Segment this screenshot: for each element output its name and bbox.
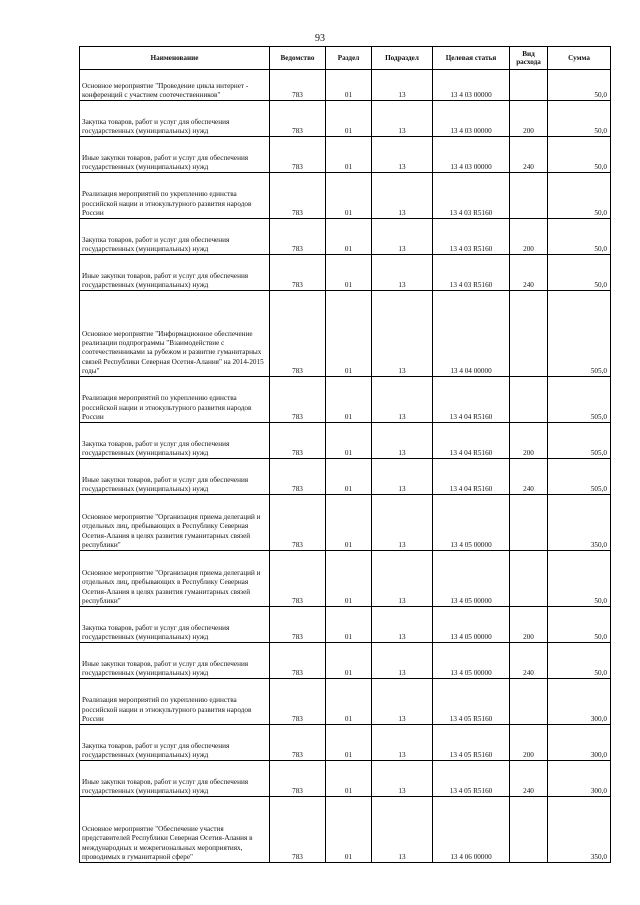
row-vedomstvo-cell: 783 bbox=[270, 725, 326, 761]
row-target-article-cell: 13 4 03 00000 bbox=[433, 101, 510, 137]
row-vedomstvo-cell: 783 bbox=[270, 551, 326, 607]
row-expense-type-cell bbox=[510, 679, 548, 725]
row-vedomstvo-cell: 783 bbox=[270, 607, 326, 643]
row-target-article-cell: 13 4 05 00000 bbox=[433, 643, 510, 679]
row-vedomstvo-cell: 783 bbox=[270, 423, 326, 459]
header-razdel: Раздел bbox=[326, 47, 372, 70]
table-row bbox=[80, 761, 611, 797]
row-vedomstvo-cell: 783 bbox=[270, 679, 326, 725]
header-target-article: Целевая статья bbox=[433, 47, 510, 70]
table-row bbox=[80, 797, 611, 863]
header-expense-type: Вид расхода bbox=[510, 47, 548, 70]
row-vedomstvo-cell: 783 bbox=[270, 137, 326, 173]
table-row bbox=[80, 377, 611, 423]
table-row bbox=[80, 101, 611, 137]
row-amount-cell: 50,0 bbox=[548, 551, 611, 607]
row-name-cell: Основное мероприятие "Информационное обеспечение реализации подпрограммы "Взаимодействие с соотечественниками за рубежом и развитие гуманитарных связей Республики Северная Осетия-Алания" на 2014-2015 годы" bbox=[80, 291, 270, 377]
table-row bbox=[80, 643, 611, 679]
row-vedomstvo-cell: 783 bbox=[270, 377, 326, 423]
row-target-article-cell: 13 4 05 00000 bbox=[433, 607, 510, 643]
row-amount-cell: 50,0 bbox=[548, 255, 611, 291]
row-target-article-cell: 13 4 05 00000 bbox=[433, 495, 510, 551]
row-podrazdel-cell: 13 bbox=[372, 423, 433, 459]
row-podrazdel-cell: 13 bbox=[372, 797, 433, 863]
row-vedomstvo-cell: 783 bbox=[270, 459, 326, 495]
table-row bbox=[80, 725, 611, 761]
row-vedomstvo-cell: 783 bbox=[270, 797, 326, 863]
row-podrazdel-cell: 13 bbox=[372, 495, 433, 551]
row-vedomstvo-cell: 783 bbox=[270, 495, 326, 551]
row-expense-type-cell: 200 bbox=[510, 423, 548, 459]
row-razdel-cell: 01 bbox=[326, 70, 372, 101]
row-target-article-cell: 13 4 06 00000 bbox=[433, 797, 510, 863]
row-target-article-cell: 13 4 05 R5160 bbox=[433, 761, 510, 797]
row-target-article-cell: 13 4 05 R5160 bbox=[433, 679, 510, 725]
row-razdel-cell: 01 bbox=[326, 219, 372, 255]
row-target-article-cell: 13 4 04 R5160 bbox=[433, 377, 510, 423]
row-razdel-cell: 01 bbox=[326, 459, 372, 495]
row-podrazdel-cell: 13 bbox=[372, 607, 433, 643]
row-name-cell: Иные закупки товаров, работ и услуг для обеспечения государственных (муниципальных) нужд bbox=[80, 137, 270, 173]
row-name-cell: Иные закупки товаров, работ и услуг для обеспечения государственных (муниципальных) нужд bbox=[80, 255, 270, 291]
row-razdel-cell: 01 bbox=[326, 725, 372, 761]
row-razdel-cell: 01 bbox=[326, 377, 372, 423]
row-name-cell: Закупка товаров, работ и услуг для обеспечения государственных (муниципальных) нужд bbox=[80, 725, 270, 761]
row-name-cell: Закупка товаров, работ и услуг для обеспечения государственных (муниципальных) нужд bbox=[80, 423, 270, 459]
row-amount-cell: 505,0 bbox=[548, 459, 611, 495]
table-header-row bbox=[80, 47, 611, 70]
row-expense-type-cell: 200 bbox=[510, 607, 548, 643]
row-target-article-cell: 13 4 03 00000 bbox=[433, 70, 510, 101]
row-name-cell: Основное мероприятие "Обеспечение участия представителей Республики Северная Осетия-Алания в международных и межрегиональных мероприятиях, проводимых в гуманитарной сфере" bbox=[80, 797, 270, 863]
row-razdel-cell: 01 bbox=[326, 643, 372, 679]
row-target-article-cell: 13 4 03 R5160 bbox=[433, 219, 510, 255]
row-podrazdel-cell: 13 bbox=[372, 643, 433, 679]
row-amount-cell: 300,0 bbox=[548, 725, 611, 761]
row-podrazdel-cell: 13 bbox=[372, 459, 433, 495]
row-razdel-cell: 01 bbox=[326, 137, 372, 173]
row-name-cell: Основное мероприятие "Проведение цикла интернет - конференций с участием соотечественников" bbox=[80, 70, 270, 101]
row-target-article-cell: 13 4 03 R5160 bbox=[433, 173, 510, 219]
row-vedomstvo-cell: 783 bbox=[270, 643, 326, 679]
row-name-cell: Основное мероприятие "Организация приема делегаций и отдельных лиц, пребывающих в Республику Северная Осетия-Алания в целях развития гуманитарных связей республики" bbox=[80, 495, 270, 551]
row-target-article-cell: 13 4 03 00000 bbox=[433, 137, 510, 173]
row-amount-cell: 505,0 bbox=[548, 291, 611, 377]
table-row bbox=[80, 70, 611, 101]
row-amount-cell: 50,0 bbox=[548, 101, 611, 137]
row-vedomstvo-cell: 783 bbox=[270, 291, 326, 377]
row-razdel-cell: 01 bbox=[326, 255, 372, 291]
table-row bbox=[80, 255, 611, 291]
row-podrazdel-cell: 13 bbox=[372, 761, 433, 797]
table-row bbox=[80, 137, 611, 173]
row-amount-cell: 505,0 bbox=[548, 377, 611, 423]
row-podrazdel-cell: 13 bbox=[372, 173, 433, 219]
row-podrazdel-cell: 13 bbox=[372, 255, 433, 291]
row-amount-cell: 300,0 bbox=[548, 761, 611, 797]
page-number: 93 bbox=[315, 33, 325, 44]
header-podrazdel: Подраздел bbox=[372, 47, 433, 70]
row-target-article-cell: 13 4 04 00000 bbox=[433, 291, 510, 377]
row-name-cell: Иные закупки товаров, работ и услуг для обеспечения государственных (муниципальных) нужд bbox=[80, 761, 270, 797]
row-name-cell: Реализация мероприятий по укреплению единства российской нации и этнокультурного развития народов России bbox=[80, 377, 270, 423]
table-row bbox=[80, 607, 611, 643]
table-row bbox=[80, 173, 611, 219]
row-podrazdel-cell: 13 bbox=[372, 101, 433, 137]
row-vedomstvo-cell: 783 bbox=[270, 761, 326, 797]
row-amount-cell: 50,0 bbox=[548, 643, 611, 679]
row-podrazdel-cell: 13 bbox=[372, 551, 433, 607]
header-vedomstvo: Ведомство bbox=[270, 47, 326, 70]
row-expense-type-cell bbox=[510, 377, 548, 423]
row-razdel-cell: 01 bbox=[326, 761, 372, 797]
row-name-cell: Иные закупки товаров, работ и услуг для обеспечения государственных (муниципальных) нужд bbox=[80, 643, 270, 679]
row-expense-type-cell bbox=[510, 173, 548, 219]
row-amount-cell: 505,0 bbox=[548, 423, 611, 459]
row-podrazdel-cell: 13 bbox=[372, 291, 433, 377]
row-expense-type-cell: 240 bbox=[510, 137, 548, 173]
row-podrazdel-cell: 13 bbox=[372, 219, 433, 255]
row-target-article-cell: 13 4 03 R5160 bbox=[433, 255, 510, 291]
row-target-article-cell: 13 4 05 00000 bbox=[433, 551, 510, 607]
row-razdel-cell: 01 bbox=[326, 607, 372, 643]
row-vedomstvo-cell: 783 bbox=[270, 173, 326, 219]
row-podrazdel-cell: 13 bbox=[372, 137, 433, 173]
row-razdel-cell: 01 bbox=[326, 291, 372, 377]
row-expense-type-cell: 240 bbox=[510, 459, 548, 495]
row-expense-type-cell: 240 bbox=[510, 761, 548, 797]
row-podrazdel-cell: 13 bbox=[372, 725, 433, 761]
row-expense-type-cell: 200 bbox=[510, 725, 548, 761]
row-vedomstvo-cell: 783 bbox=[270, 101, 326, 137]
row-target-article-cell: 13 4 04 R5160 bbox=[433, 459, 510, 495]
row-amount-cell: 50,0 bbox=[548, 219, 611, 255]
row-podrazdel-cell: 13 bbox=[372, 377, 433, 423]
row-razdel-cell: 01 bbox=[326, 797, 372, 863]
row-amount-cell: 300,0 bbox=[548, 679, 611, 725]
row-name-cell: Закупка товаров, работ и услуг для обеспечения государственных (муниципальных) нужд bbox=[80, 101, 270, 137]
row-target-article-cell: 13 4 04 R5160 bbox=[433, 423, 510, 459]
row-razdel-cell: 01 bbox=[326, 173, 372, 219]
row-razdel-cell: 01 bbox=[326, 101, 372, 137]
row-amount-cell: 50,0 bbox=[548, 70, 611, 101]
row-name-cell: Закупка товаров, работ и услуг для обеспечения государственных (муниципальных) нужд bbox=[80, 607, 270, 643]
table-row bbox=[80, 459, 611, 495]
row-name-cell: Реализация мероприятий по укреплению единства российской нации и этнокультурного развития народов России bbox=[80, 679, 270, 725]
row-name-cell: Иные закупки товаров, работ и услуг для обеспечения государственных (муниципальных) нужд bbox=[80, 459, 270, 495]
table-row bbox=[80, 679, 611, 725]
table-row bbox=[80, 423, 611, 459]
row-vedomstvo-cell: 783 bbox=[270, 219, 326, 255]
table-row bbox=[80, 495, 611, 551]
row-name-cell: Реализация мероприятий по укреплению единства российской нации и этнокультурного развития народов России bbox=[80, 173, 270, 219]
row-vedomstvo-cell: 783 bbox=[270, 70, 326, 101]
row-name-cell: Закупка товаров, работ и услуг для обеспечения государственных (муниципальных) нужд bbox=[80, 219, 270, 255]
row-expense-type-cell bbox=[510, 70, 548, 101]
row-expense-type-cell bbox=[510, 495, 548, 551]
budget-table bbox=[79, 46, 611, 863]
header-name: Наименование bbox=[80, 47, 270, 70]
header-amount: Сумма bbox=[548, 47, 611, 70]
row-amount-cell: 350,0 bbox=[548, 495, 611, 551]
row-expense-type-cell bbox=[510, 551, 548, 607]
row-expense-type-cell: 240 bbox=[510, 255, 548, 291]
table-row bbox=[80, 219, 611, 255]
row-amount-cell: 350,0 bbox=[548, 797, 611, 863]
row-podrazdel-cell: 13 bbox=[372, 679, 433, 725]
row-amount-cell: 50,0 bbox=[548, 173, 611, 219]
row-podrazdel-cell: 13 bbox=[372, 70, 433, 101]
row-razdel-cell: 01 bbox=[326, 679, 372, 725]
table-row bbox=[80, 551, 611, 607]
row-razdel-cell: 01 bbox=[326, 495, 372, 551]
row-expense-type-cell bbox=[510, 797, 548, 863]
row-amount-cell: 50,0 bbox=[548, 137, 611, 173]
row-expense-type-cell: 240 bbox=[510, 643, 548, 679]
row-name-cell: Основное мероприятие "Организация приема делегаций и отдельных лиц, пребывающих в Республику Северная Осетия-Алания в целях развития гуманитарных связей республики" bbox=[80, 551, 270, 607]
row-expense-type-cell: 200 bbox=[510, 219, 548, 255]
row-amount-cell: 50,0 bbox=[548, 607, 611, 643]
table-row bbox=[80, 291, 611, 377]
row-expense-type-cell: 200 bbox=[510, 101, 548, 137]
row-razdel-cell: 01 bbox=[326, 423, 372, 459]
row-expense-type-cell bbox=[510, 291, 548, 377]
row-target-article-cell: 13 4 05 R5160 bbox=[433, 725, 510, 761]
row-vedomstvo-cell: 783 bbox=[270, 255, 326, 291]
row-razdel-cell: 01 bbox=[326, 551, 372, 607]
